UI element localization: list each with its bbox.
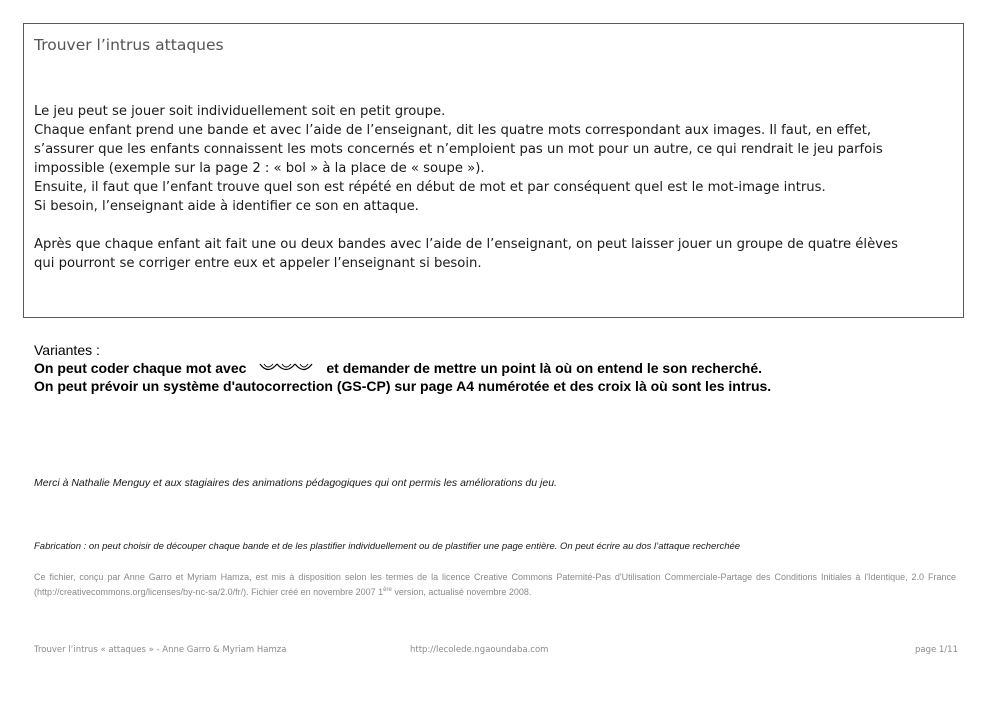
paragraph-line: Après que chaque enfant ait fait une ou deux bandes avec l’aide de l’enseignant, on peut laisser jouer un groupe de quatre élèves xyxy=(34,237,898,252)
licence-text: Ce fichier, conçu par Anne Garro et Myriam Hamza, est mis à disposition selon les termes de la licence Creative Commons Paternité-Pas d'Utilisation Commerciale-Partage des Conditions Initiales à l'Identique, 2.0 France (http://creativecommons.org/licenses/by-nc-sa/2.0/fr/). Fichier créé en novembre 2007 1 xyxy=(34,572,956,597)
footer-title: Trouver l’intrus « attaques » - Anne Garro & Myriam Hamza xyxy=(34,645,287,655)
footer-page-number: page 1/11 xyxy=(914,645,958,655)
paragraph-line: s’assurer que les enfants connaissent les mots concernés et n’emploient pas un mot pour un autre, ce qui rendrait le jeu parfois xyxy=(34,142,883,157)
fabrication-note: Fabrication : on peut choisir de découper chaque bande et de les plastifier individuellement ou de plastifier une page entière. On peut écrire au dos l’attaque recherchée xyxy=(34,541,741,552)
variante-line-1 xyxy=(34,359,771,377)
paragraph-gap xyxy=(34,216,959,235)
licence-text-end: version, actualisé novembre 2008. xyxy=(391,587,532,597)
variantes-section xyxy=(34,341,771,395)
frame-body xyxy=(34,102,959,273)
syllable-arcs-icon xyxy=(258,361,314,375)
footer-url[interactable]: http://lecolede.ngaoundaba.com xyxy=(410,645,549,655)
paragraph-line: impossible (exemple sur la page 2 : « bol » à la place de « soupe »). xyxy=(34,161,485,176)
variante-line-1-end: et demander de mettre un point là où on entend le son recherché. xyxy=(326,360,763,376)
paragraph-line: Si besoin, l’enseignant aide à identifier ce son en attaque. xyxy=(34,199,419,214)
licence-notice xyxy=(34,571,956,599)
thanks-note: Merci à Nathalie Menguy et aux stagiaires des animations pédagogiques qui ont permis les améliorations du jeu. xyxy=(34,477,557,489)
paragraph-line: qui pourront se corriger entre eux et appeler l’enseignant si besoin. xyxy=(34,256,482,271)
variantes-heading: Variantes : xyxy=(34,342,100,358)
paragraph-line: Le jeu peut se jouer soit individuellement soit en petit groupe. xyxy=(34,104,446,119)
paragraph-line: Ensuite, il faut que l’enfant trouve quel son est répété en début de mot et par conséquent quel est le mot-image intrus. xyxy=(34,180,826,195)
variante-line-1-start: On peut coder chaque mot avec xyxy=(34,360,247,376)
frame-title: Trouver l’intrus attaques xyxy=(34,36,224,54)
paragraph-line: Chaque enfant prend une bande et avec l’aide de l’enseignant, dit les quatre mots correspondant aux images. Il faut, en effet, xyxy=(34,123,872,138)
licence-superscript: ère xyxy=(383,587,392,593)
instructions-frame xyxy=(23,23,964,318)
variante-line-2: On peut prévoir un système d'autocorrection (GS-CP) sur page A4 numérotée et des croix là où sont les intrus. xyxy=(34,378,772,394)
